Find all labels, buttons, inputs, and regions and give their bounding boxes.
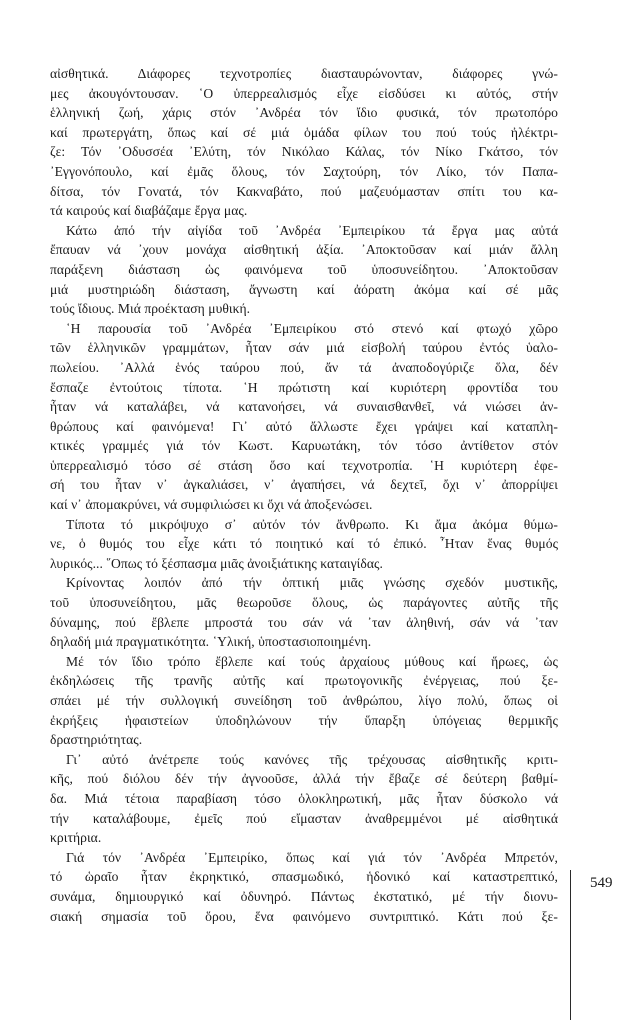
text-line: ἔσπαζε ἐντούτοις τίποτα. ῾Η πρώτιστη καί κυριότερη φροντίδα του: [50, 379, 558, 395]
text-line: δηλαδή μιά πραγματικότητα. ῾Υλική, ὑποστασιοποιημένη.: [50, 634, 372, 650]
text-line: τῶν ἑλληνικῶν γραμμάτων, ἦταν σάν μιά εἰσβολή ταύρου ἐντός ὑαλο-: [50, 340, 558, 356]
text-line: κῆς, πού διόλου δέν τήν ἀγνοοῦσε, ἀλλά τήν ἔβαζε σέ δεύτερη βαθμί-: [50, 771, 558, 787]
text-line: ἑλληνική ζωή, χάρις στόν ᾿Ανδρέα τόν ἴδιο φυσικά, τόν πρωτοπόρο: [50, 105, 558, 121]
text-line: Τίποτα τό μικρόψυχο σ᾿ αὐτόν τόν ἄνθρωπο. Κι ἄμα ἀκόμα θύμω-: [66, 516, 558, 532]
text-line: Μέ τόν ἴδιο τρόπο ἔβλεπε καί τούς ἀρχαίους μύθους καί ἥρωες, ὡς: [66, 653, 558, 669]
text-line: ἐκρήξεις ἡφαιστείων ὑποδηλώνουν τήν ὕπαρξη ὑπόγειας θερμικῆς: [50, 712, 558, 728]
text-line: Γιά τόν ᾿Ανδρέα ᾿Εμπειρίκο, ὅπως καί γιά τόν ᾿Ανδρέα Μπρετόν,: [66, 849, 558, 865]
text-line: καί πρωτεργάτη, ὅπως καί σέ μιά ὁμάδα φίλων του πού τούς ἠλέκτρι-: [50, 124, 558, 140]
text-line: μιά μυστηριώδη διάσταση, ἄγνωστη καί ἀόρατη ἀκόμα καί σέ μᾶς: [50, 281, 558, 297]
text-line: δίτσα, τόν Γονατά, τόν Κακναβάτο, πού μαζευόμασταν σπίτι του κα-: [50, 183, 558, 199]
text-line: αἰσθητικά. Διάφορες τεχνοτροπίες διασταυρώνονταν, διάφορες γνώ-: [50, 66, 558, 81]
text-line: τούς ἴδιους. Μιά προέκταση μυθική.: [50, 301, 251, 317]
text-line: Κάτω ἀπό τήν αἰγίδα τοῦ ᾿Ανδρέα ᾿Εμπειρίκου τά ἔργα μας αὐτά: [66, 222, 558, 238]
text-line: παράξενη διάσταση ὡς φαινόμενα τοῦ ὑποσυνείδητου. ᾿Αποκτοῦσαν: [50, 261, 558, 277]
text-line: ᾿Εγγονόπουλο, καί ἐμᾶς ὅλους, τόν Σαχτούρη, τόν Λίκο, τόν Παπα-: [50, 163, 558, 179]
text-line: κτικές γραμμές γιά τόν Κωστ. Καρυωτάκη, τόν τόσο ἀντίθετον στόν: [50, 438, 558, 454]
text-line: τοῦ ὑποσυνείδητου, μᾶς θεωροῦσε ὅλους, ὡς παράγοντες αὐτῆς τῆς: [50, 595, 558, 611]
text-line: δύναμης, πού ἔβλεπε μπροστά του σάν νά ᾿ταν ἀληθινή, σάν νά ᾿ταν: [50, 614, 558, 630]
text-line: συνάμα, δημιουργικό καί ὀδυνηρό. Πάντως ἐκστατικό, μέ τήν διονυ-: [50, 888, 558, 904]
text-line: δραστηριότητας.: [50, 732, 143, 748]
text-line: σπάει μέ τήν συλλογική συνείδηση τοῦ ἀνθρώπου, λίγο πολύ, ὅπως οἱ: [50, 693, 558, 708]
text-line: τά καιρούς καί διαβάζαμε ἔργα μας.: [50, 203, 248, 219]
text-line: θρώπους καί φαινόμενα! Γι᾿ αὐτό ἄλλωστε ἔχει γράψει καί καταπλη-: [50, 418, 558, 434]
text-line: καί ν᾿ ἀπομακρύνει, νά συμφιλιώσει κι ὄχι νά ἀποξενώσει.: [50, 497, 373, 513]
margin-rule: [570, 870, 571, 1020]
text-line: σή του ἦταν ν᾿ ἀγκαλιάσει, ν᾿ ἀγαπήσει, νά δεχτεῖ, ὄχι ν᾿ ἀπορρίψει: [50, 477, 558, 493]
text-line: λυρικός... ῞Οπως τό ξέσπασμα μιᾶς ἀνοιξιάτικης καταιγίδας.: [50, 555, 383, 571]
text-line: Κρίνοντας λοιπόν ἀπό τήν ὀπτική μιᾶς γνώσης σχεδόν μυστικῆς,: [66, 575, 558, 591]
text-line: ῾Η παρουσία τοῦ ᾿Ανδρέα ᾿Εμπειρίκου στό στενό καί φτωχό χῶρο: [66, 320, 558, 336]
text-line: ζε: Τόν ᾿Οδυσσέα ᾿Ελύτη, τόν Νικόλαο Κάλας, τόν Νίκο Γκάτσο, τόν: [50, 144, 558, 160]
text-line: ἐκδηλώσεις τῆς τρανῆς αὐτῆς καί πρωτογονικῆς ἐνέργειας, πού ξε-: [50, 673, 558, 689]
text-line: ἦταν νά καταλάβει, νά κατανοήσει, νά συναισθανθεῖ, νά νιώσει ἀν-: [50, 399, 558, 415]
text-line: τήν καταλάβουμε, ἐμεῖς πού εἴμασταν ἀναθρεμμένοι μέ αἰσθητικά: [50, 810, 558, 826]
text-line: σιακή σημασία τοῦ ὅρου, ἕνα φαινόμενο συντριπτικό. Κάτι πού ξε-: [50, 908, 558, 924]
text-line: πωλείου. ᾿Αλλά ἑνός ταύρου πού, ἄν τά ἀναποδογύριζε ὅλα, δέν: [50, 359, 558, 375]
text-line: ὑπερρεαλισμό τόσο σέ στάση ὅσο καί τεχνοτροπία. ῾Η κυριότερη ἐφε-: [50, 457, 558, 473]
text-line: ἔπαυαν νά ᾿χουν μονάχα αἰσθητική ἀξία. ᾿Αποκτοῦσαν καί μιάν ἄλλη: [50, 242, 558, 258]
text-line: κριτήρια.: [50, 830, 102, 846]
text-line: δα. Μιά τέτοια παραβίαση τόσο ὁλοκληρωτική, μᾶς ἦταν δύσκολο νά: [50, 790, 558, 806]
body-text: [50, 64, 558, 926]
page-number: 549: [590, 875, 613, 891]
text-line: τό ὡραῖο ἦταν ἐκρηκτικό, σπασμωδικό, ἡδονικό καί καταστρεπτικό,: [50, 869, 558, 885]
text-line: μες ἀκουγόντουσαν. ῾Ο ὑπερρεαλισμός εἶχε εἰσδύσει κι αὐτός, στήν: [50, 85, 558, 101]
text-line: Γι᾿ αὐτό ἀνέτρεπε τούς κανόνες τῆς τρέχουσας αἰσθητικῆς κριτι-: [66, 751, 558, 767]
text-line: νε, ὁ θυμός του εἶχε κάτι τό ποιητικό καί τό ἐπικό. ῏Ηταν ἕνας θυμός: [50, 536, 558, 552]
